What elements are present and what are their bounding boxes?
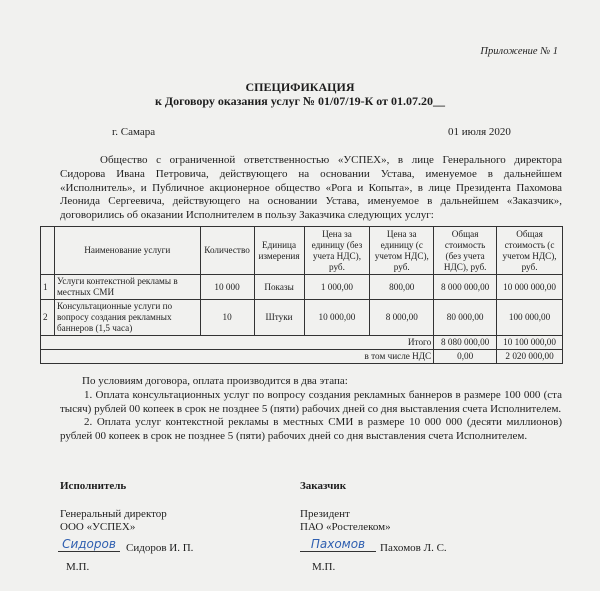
total-row <box>41 336 563 350</box>
header-cell: Единица измерения <box>254 227 304 275</box>
header-cell: Общая стоимость (без учета НДС), руб. <box>434 227 497 275</box>
total-label: Итого <box>41 336 434 350</box>
vat-label: в том числе НДС <box>41 350 434 364</box>
executor-position: Генеральный директор <box>60 507 167 520</box>
vat-gross: 2 020 000,00 <box>497 350 563 364</box>
intro-paragraph: Общество с ограниченной ответственностью «УСПЕХ», в лице Генерального директора Сидорова Ивана Петровича, действующего на основании Устава, именуемое в дальнейшем «Исполнитель», и Публичное акционерное общество «Рога и Копыта», в лице Президента Пахомова Леонида Сергеевича, действующего на основании Устава, именуемое в дальнейшем «Заказчик», договорились об оказании Исполнителем в пользу Заказчика следующих услуг: <box>60 154 562 222</box>
total-gross: 100 000,00 <box>497 300 563 336</box>
price-net: 10 000,00 <box>304 300 370 336</box>
customer-position: Президент <box>300 507 350 520</box>
table-header-row <box>41 227 563 275</box>
specification-table <box>40 226 563 364</box>
title-line-2: к Договору оказания услуг № 01/07/19-К от 01.07.20__ <box>154 94 446 108</box>
price-gross: 8 000,00 <box>370 300 434 336</box>
price-net: 1 000,00 <box>304 275 370 300</box>
condition-item-1: 1. Оплата консультационных услуг по вопросу создания рекламных баннеров в размере 100 000 (ста тысяч) рублей 00 копеек в срок не позднее 5 (пяти) рабочих дней со дня выставления счета Исполнителем. <box>60 388 562 415</box>
annex-label: Приложение № 1 <box>480 46 558 57</box>
customer-org: ПАО «Ростелеком» <box>300 521 391 533</box>
total-gross-sum: 10 100 000,00 <box>497 336 563 350</box>
row-num: 1 <box>41 275 55 300</box>
total-gross: 10 000 000,00 <box>497 275 563 300</box>
executor-signature: Сидоров <box>58 537 120 552</box>
service-name: Консультационные услуги по вопросу создания рекламных баннеров (1,5 часа) <box>54 300 200 336</box>
header-cell: Наименование услуги <box>54 227 200 275</box>
customer-stamp: М.П. <box>312 561 336 573</box>
total-net: 8 000 000,00 <box>434 275 497 300</box>
place: г. Самара <box>112 126 156 138</box>
header-cell: Количество <box>200 227 254 275</box>
unit: Штуки <box>254 300 304 336</box>
price-gross: 800,00 <box>370 275 434 300</box>
table-row <box>41 300 563 336</box>
customer-heading: Заказчик <box>300 480 347 492</box>
title-line-1: СПЕЦИФИКАЦИЯ <box>245 80 355 94</box>
executor-heading: Исполнитель <box>60 480 127 492</box>
total-net: 80 000,00 <box>434 300 497 336</box>
service-name: Услуги контекстной рекламы в местных СМИ <box>54 275 200 300</box>
document-title <box>0 80 600 108</box>
header-cell: Общая стоимость (с учетом НДС), руб. <box>497 227 563 275</box>
customer-signature: Пахомов <box>300 537 376 552</box>
executor-block <box>60 480 167 535</box>
executor-org: ООО «УСПЕХ» <box>60 521 136 533</box>
row-num: 2 <box>41 300 55 336</box>
quantity: 10 <box>200 300 254 336</box>
total-net-sum: 8 080 000,00 <box>434 336 497 350</box>
payment-conditions <box>60 375 562 444</box>
customer-name: Пахомов Л. С. <box>380 542 447 554</box>
quantity: 10 000 <box>200 275 254 300</box>
customer-block <box>300 480 391 535</box>
document-date: 01 июля 2020 <box>448 126 511 138</box>
table-row <box>41 275 563 300</box>
executor-name: Сидоров И. П. <box>126 542 194 554</box>
header-num <box>41 227 55 275</box>
header-cell: Цена за единицу (без учета НДС), руб. <box>304 227 370 275</box>
vat-row <box>41 350 563 364</box>
condition-item-2: 2. Оплата услуг контекстной рекламы в местных СМИ в размере 10 000 000 (десяти миллионов) рублей 00 копеек в срок не позднее 5 (пяти) рабочих дней со дня выставления счета Исполнителем. <box>60 416 562 443</box>
vat-net: 0,00 <box>434 350 497 364</box>
conditions-lead: По условиям договора, оплата производится в два этапа: <box>82 375 348 387</box>
executor-stamp: М.П. <box>66 561 90 573</box>
header-cell: Цена за единицу (с учетом НДС), руб. <box>370 227 434 275</box>
unit: Показы <box>254 275 304 300</box>
